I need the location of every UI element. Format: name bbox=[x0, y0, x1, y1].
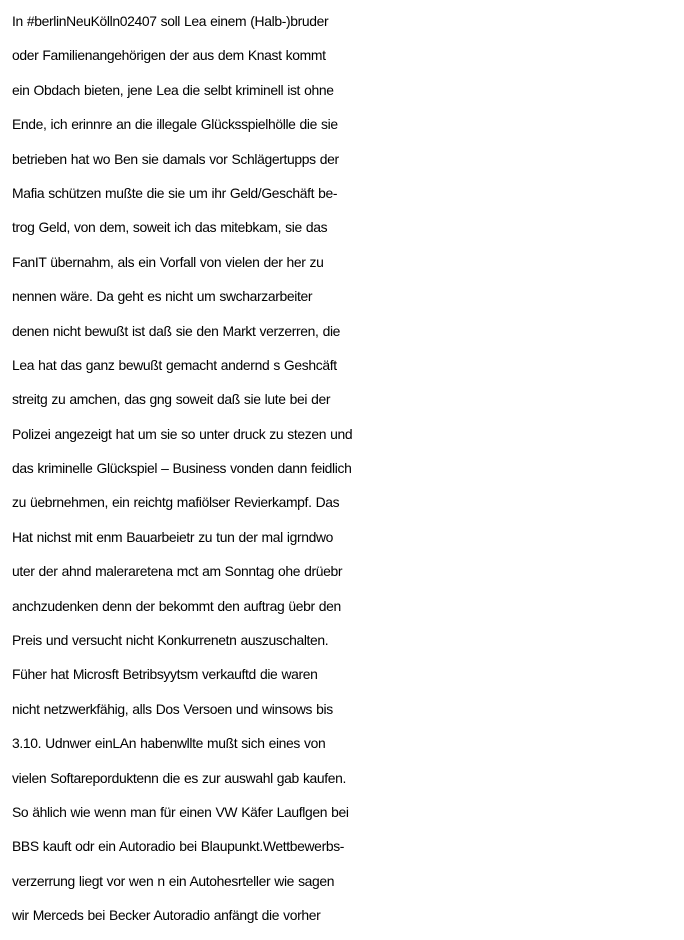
text-line: zu üebrnehmen, ein reichtg mafiölser Revierkampf. Das bbox=[12, 494, 340, 511]
text-line: Preis und versucht nicht Konkurrenetn auszuschalten. bbox=[12, 632, 329, 649]
text-line: nicht netzwerkfähig, alls Dos Versoen und winsows bis bbox=[12, 700, 333, 717]
text-line: Füher hat Microsft Betribsyytsm verkauftd die waren bbox=[12, 666, 318, 683]
text-line: anchzudenken denn der bekommt den auftrag üebr den bbox=[12, 597, 341, 614]
text-line: ein Obdach bieten, jene Lea die selbt kriminell ist ohne bbox=[12, 81, 334, 98]
text-line: nennen wäre. Da geht es nicht um swcharzarbeiter bbox=[12, 288, 313, 305]
text-line: uter der ahnd maleraretena mct am Sonntag ohe drüebr bbox=[12, 563, 343, 580]
text-line: 3.10. Udnwer einLAn habenwllte mußt sich eines von bbox=[12, 735, 326, 752]
text-line: Polizei angezeigt hat um sie so unter druck zu stezen und bbox=[12, 425, 353, 442]
text-line: denen nicht bewußt ist daß sie den Markt verzerren, die bbox=[12, 322, 341, 339]
text-line: So ählich wie wenn man für einen VW Käfer Lauflgen bei bbox=[12, 803, 349, 820]
text-line: trog Geld, von dem, soweit ich das mitebkam, sie das bbox=[12, 219, 328, 236]
text-line: verzerrung liegt vor wen n ein Autohesrteller wie sagen bbox=[12, 872, 335, 889]
text-line: betrieben hat wo Ben sie damals vor Schlägertupps der bbox=[12, 150, 339, 167]
text-line: wir Merceds bei Becker Autoradio anfängt die vorher bbox=[12, 907, 321, 924]
text-line: Hat nichst mit enm Bauarbeietr zu tun der mal igrndwo bbox=[12, 528, 334, 545]
body-text bbox=[12, 4, 682, 933]
text-line: BBS kauft odr ein Autoradio bei Blaupunkt.Wettbewerbs- bbox=[12, 838, 345, 855]
text-line: vielen Softareporduktenn die es zur auswahl gab kaufen. bbox=[12, 769, 347, 786]
text-line: oder Familienangehörigen der aus dem Knast kommt bbox=[12, 47, 326, 64]
text-line: In #berlinNeuKölln02407 soll Lea einem (Halb-)bruder bbox=[12, 13, 329, 29]
text-line: Ende, ich erinnre an die illegale Glücksspielhölle die sie bbox=[12, 116, 338, 133]
text-line: Lea hat das ganz bewußt gemacht andernd s Geshcäft bbox=[12, 356, 337, 373]
text-line: streitg zu amchen, das gng soweit daß sie lute bei der bbox=[12, 391, 331, 408]
text-line: das kriminelle Glückspiel – Business vonden dann feidlich bbox=[12, 460, 352, 477]
text-line: FanIT übernahm, als ein Vorfall von vielen der her zu bbox=[12, 253, 324, 270]
text-line: Mafia schützen mußte die sie um ihr Geld/Geschäft be- bbox=[12, 184, 338, 201]
